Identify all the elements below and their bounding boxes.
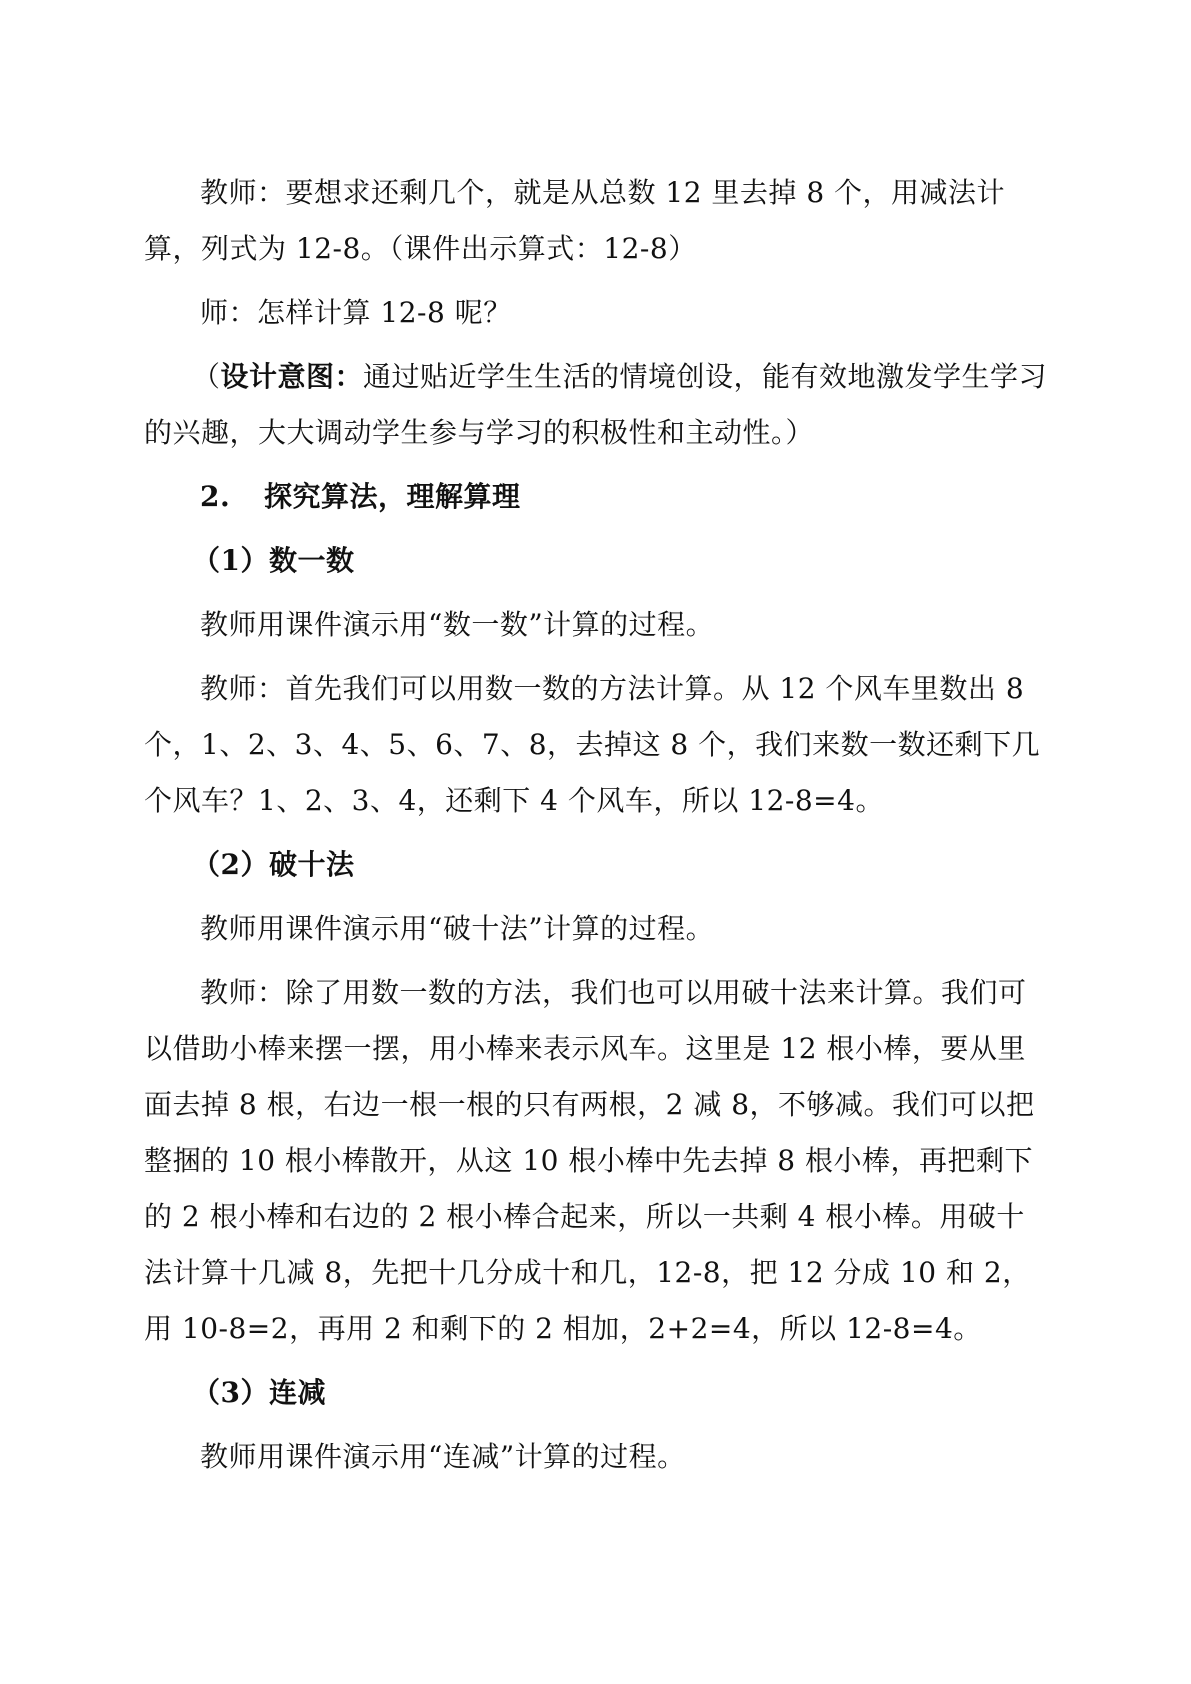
design-intent-text: 通过贴近学生生活的情境创设，能有效地激发学生学习的兴趣，大大调动学生参与学习的积极性和主动性。）	[144, 360, 1048, 449]
section-title: 探究算法，理解算理	[264, 480, 521, 513]
section-heading-2	[144, 469, 1053, 525]
paragraph-break-ten-explanation: 教师：除了用数一数的方法，我们也可以用破十法来计算。我们可以借助小棒来摆一摆，用小棒来表示风车。这里是 12 根小棒，要从里面去掉 8 根，右边一根一根的只有两根，2 减 8，不够减。我们可以把整捆的 10 根小棒散开，从这 10 根小棒中先去掉 8 根小棒，再把剩下的 2 根小棒和右边的 2 根小棒合起来，所以一共剩 4 根小棒。用破十法计算十几减 8，先把十几分成十和几，12-8，把 12 分成 10 和 2，用 10-8=2，再用 2 和剩下的 2 相加，2+2=4，所以 12-8=4。	[144, 976, 1035, 1345]
paragraph-break-ten-demo: 教师用课件演示用“破十法”计算的过程。	[200, 912, 715, 945]
design-intent-label: 设计意图：	[220, 360, 364, 393]
paragraph-count-demo: 教师用课件演示用“数一数”计算的过程。	[200, 608, 715, 641]
paragraph-teacher-subtraction: 教师：要想求还剩几个，就是从总数 12 里去掉 8 个，用减法计算，列式为 12-8。（课件出示算式：12-8）	[144, 176, 1006, 265]
subsection-heading-count: （1）数一数	[192, 544, 355, 577]
section-number: 2.	[200, 480, 231, 513]
paragraph-teacher-question: 师：怎样计算 12-8 呢？	[200, 296, 512, 329]
paragraph-consecutive-subtraction-demo: 教师用课件演示用“连减”计算的过程。	[200, 1440, 686, 1473]
subsection-heading-consecutive-subtraction: （3）连减	[192, 1376, 326, 1409]
design-intent-note	[144, 349, 1053, 461]
paragraph-count-explanation: 教师：首先我们可以用数一数的方法计算。从 12 个风车里数出 8 个，1、2、3、4、5、6、7、8，去掉这 8 个，我们来数一数还剩下几个风车？1、2、3、4，还剩下 4 个风车，所以 12-8=4。	[144, 672, 1041, 817]
design-intent-open-paren: （	[192, 360, 221, 393]
subsection-heading-break-ten: （2）破十法	[192, 848, 355, 881]
